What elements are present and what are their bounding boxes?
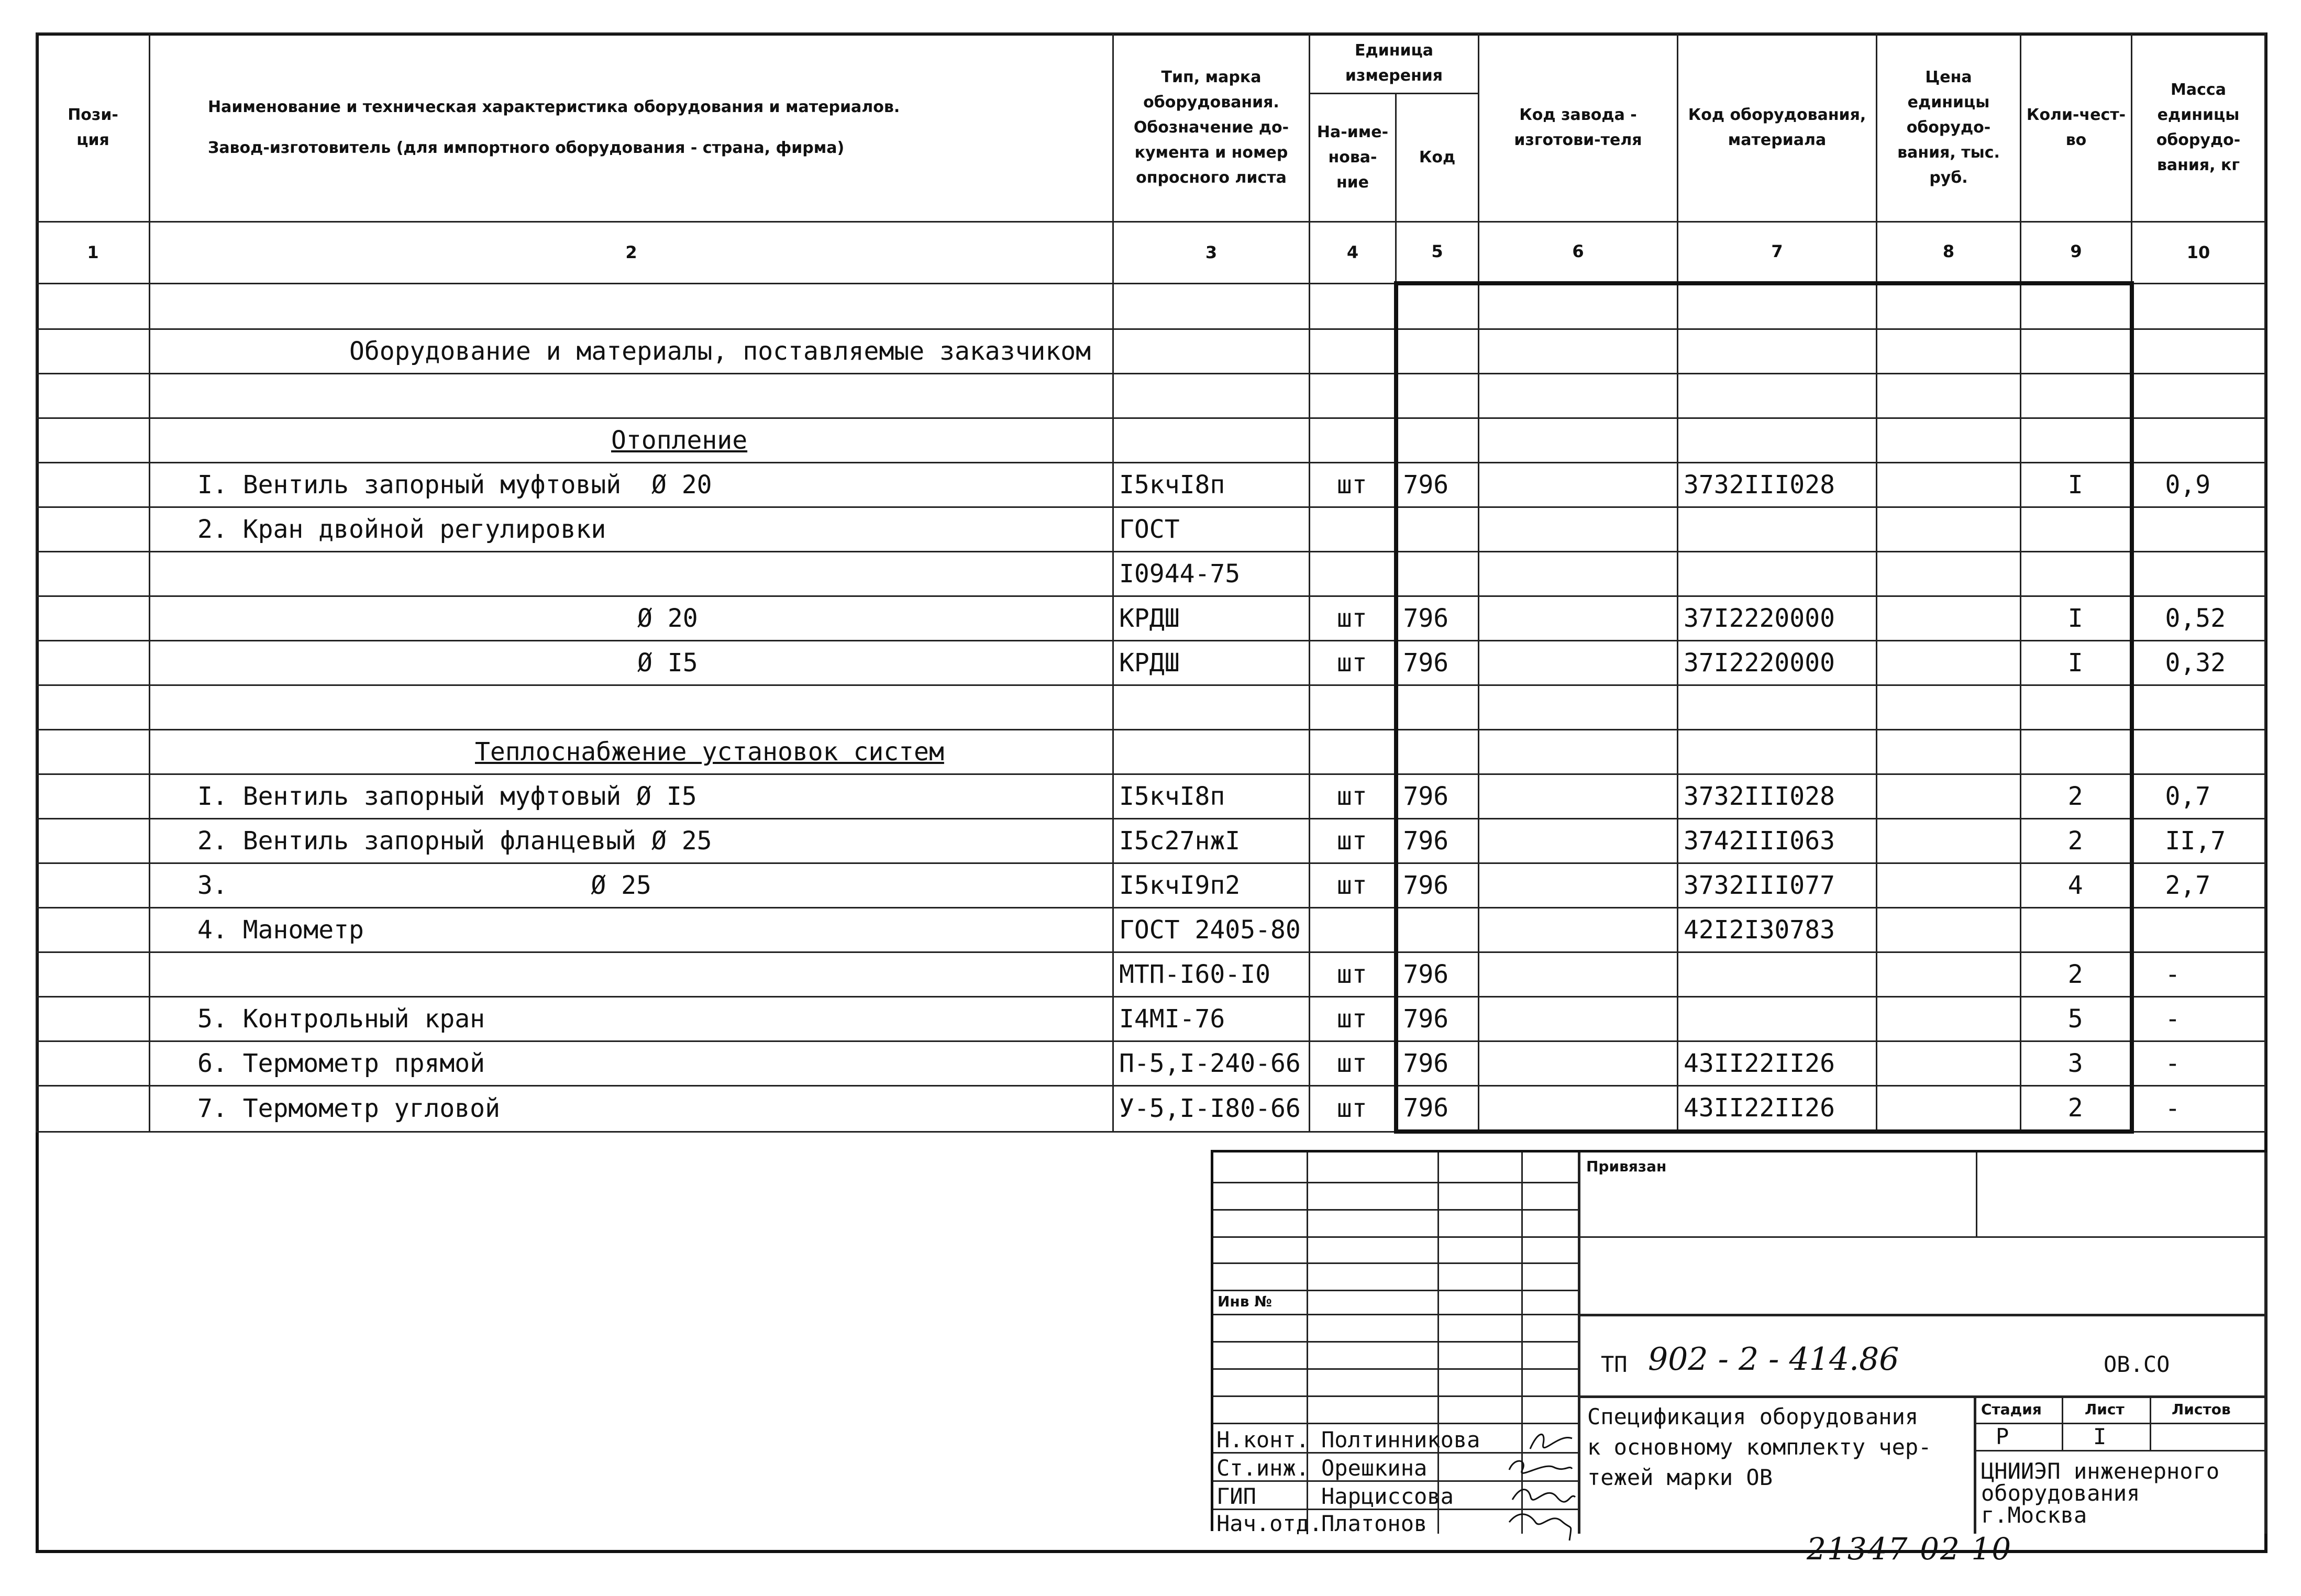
- column-number-row: [37, 222, 2265, 284]
- staff-name-3: Нарциссова: [1321, 1483, 1454, 1509]
- position-cell: [37, 730, 150, 774]
- column-number-10: 10: [2132, 222, 2265, 284]
- item-name-cell: Ø 20: [150, 596, 1113, 641]
- header-type: Тип, марка оборудования. Обозначение до-кумента и номер опросного листа: [1113, 34, 1310, 222]
- table-row: [37, 463, 2265, 507]
- unit-code-cell: [1396, 329, 1479, 374]
- doc-mark: ОВ.СО: [2104, 1351, 2170, 1377]
- equipment-code-cell: [1678, 374, 1877, 418]
- table-row: [37, 1086, 2265, 1132]
- item-type-cell: [1113, 329, 1310, 374]
- quantity-cell: 2: [2021, 1086, 2132, 1132]
- specification-rows: [37, 283, 2265, 1132]
- equipment-code-cell: 37I2220000: [1678, 641, 1877, 685]
- mass-cell: 0,7: [2132, 774, 2265, 819]
- sheet-value: I: [2093, 1424, 2107, 1449]
- header-equipment-code: Код оборудования, материала: [1678, 34, 1877, 222]
- item-type-cell: [1113, 730, 1310, 774]
- unit-code-cell: 796: [1396, 997, 1479, 1041]
- unit-code-cell: 796: [1396, 952, 1479, 997]
- plant-code-cell: [1479, 730, 1678, 774]
- column-number-3: 3: [1113, 222, 1310, 284]
- equipment-code-cell: 3732III077: [1678, 863, 1877, 908]
- header-unit-code: Код: [1396, 94, 1479, 222]
- doc-title-line2: к основному комплекту чер-: [1587, 1434, 1932, 1460]
- position-cell: [37, 463, 150, 507]
- equipment-code-cell: [1678, 329, 1877, 374]
- position-cell: [37, 1086, 150, 1132]
- equipment-code-cell: [1678, 552, 1877, 596]
- equipment-code-cell: [1678, 730, 1877, 774]
- position-cell: [37, 552, 150, 596]
- table-row: [37, 329, 2265, 374]
- item-name-cell: [150, 374, 1113, 418]
- price-cell: [1877, 1041, 2021, 1086]
- plant-code-cell: [1479, 952, 1678, 997]
- equipment-code-cell: 42I2I30783: [1678, 908, 1877, 952]
- quantity-cell: 5: [2021, 997, 2132, 1041]
- header-plant-code: Код завода - изготови-теля: [1479, 34, 1678, 222]
- mass-cell: [2132, 685, 2265, 730]
- price-cell: [1877, 819, 2021, 863]
- mass-cell: II,7: [2132, 819, 2265, 863]
- unit-name-cell: [1310, 507, 1396, 552]
- mass-cell: 0,52: [2132, 596, 2265, 641]
- mass-cell: -: [2132, 952, 2265, 997]
- header-name-line2: Завод-изготовитель (для импортного оборудования - страна, фирма): [208, 138, 845, 157]
- quantity-cell: 3: [2021, 1041, 2132, 1086]
- price-cell: [1877, 1086, 2021, 1132]
- sheets-label: Листов: [2172, 1401, 2231, 1418]
- quantity-cell: [2021, 329, 2132, 374]
- item-name-cell: 4. Манометр: [150, 908, 1113, 952]
- table-row: [37, 908, 2265, 952]
- mass-cell: -: [2132, 1041, 2265, 1086]
- price-cell: [1877, 329, 2021, 374]
- equipment-code-cell: 37I2220000: [1678, 596, 1877, 641]
- unit-name-cell: [1310, 418, 1396, 463]
- unit-code-cell: [1396, 374, 1479, 418]
- item-type-cell: [1113, 374, 1310, 418]
- table-row: [37, 685, 2265, 730]
- equipment-code-cell: 43II22II26: [1678, 1041, 1877, 1086]
- table-row: [37, 596, 2265, 641]
- unit-name-cell: шт: [1310, 952, 1396, 997]
- item-name-cell: Оборудование и материалы, поставляемые заказчиком: [150, 329, 1113, 374]
- plant-code-cell: [1479, 329, 1678, 374]
- column-number-9: 9: [2021, 222, 2132, 284]
- table-row: [37, 730, 2265, 774]
- item-name-cell: 6. Термометр прямой: [150, 1041, 1113, 1086]
- equipment-code-cell: 3732III028: [1678, 463, 1877, 507]
- unit-name-cell: шт: [1310, 463, 1396, 507]
- position-cell: [37, 283, 150, 329]
- table-row: [37, 283, 2265, 329]
- quantity-cell: 2: [2021, 774, 2132, 819]
- bound-label: Привязан: [1586, 1158, 1667, 1175]
- footer-archive-number: 21347-02 10: [1807, 1531, 2012, 1567]
- unit-name-cell: шт: [1310, 863, 1396, 908]
- price-cell: [1877, 685, 2021, 730]
- item-name-cell: 2. Вентиль запорный фланцевый Ø 25: [150, 819, 1113, 863]
- item-name-cell: 7. Термометр угловой: [150, 1086, 1113, 1132]
- stage-value: Р: [1996, 1424, 2009, 1449]
- item-name-cell: Ø I5: [150, 641, 1113, 685]
- equipment-code-cell: [1678, 283, 1877, 329]
- item-name-cell: [150, 283, 1113, 329]
- item-name-cell: 3. Ø 25: [150, 863, 1113, 908]
- quantity-cell: 4: [2021, 863, 2132, 908]
- price-cell: [1877, 863, 2021, 908]
- mass-cell: [2132, 908, 2265, 952]
- plant-code-cell: [1479, 1086, 1678, 1132]
- item-name-cell: [150, 952, 1113, 997]
- unit-code-cell: [1396, 418, 1479, 463]
- item-type-cell: У-5,I-I80-66: [1113, 1086, 1310, 1132]
- staff-role-3: ГИП: [1216, 1483, 1256, 1509]
- position-cell: [37, 863, 150, 908]
- unit-name-cell: [1310, 908, 1396, 952]
- mass-cell: -: [2132, 997, 2265, 1041]
- table-row: [37, 997, 2265, 1041]
- mass-cell: 2,7: [2132, 863, 2265, 908]
- doc-title-line1: Спецификация оборудования: [1587, 1404, 1919, 1429]
- item-name-cell: I. Вентиль запорный муфтовый Ø I5: [150, 774, 1113, 819]
- unit-code-cell: [1396, 507, 1479, 552]
- position-cell: [37, 819, 150, 863]
- position-cell: [37, 641, 150, 685]
- unit-code-cell: 796: [1396, 641, 1479, 685]
- title-block: [1211, 1150, 2264, 1536]
- org-line1: ЦНИИЭП инженерного: [1981, 1458, 2220, 1484]
- quantity-cell: [2021, 685, 2132, 730]
- table-row: [37, 774, 2265, 819]
- unit-code-cell: 796: [1396, 863, 1479, 908]
- equipment-code-cell: [1678, 997, 1877, 1041]
- item-name-cell: Теплоснабжение установок систем: [150, 730, 1113, 774]
- item-type-cell: [1113, 283, 1310, 329]
- plant-code-cell: [1479, 463, 1678, 507]
- plant-code-cell: [1479, 418, 1678, 463]
- price-cell: [1877, 641, 2021, 685]
- table-row: [37, 374, 2265, 418]
- quantity-cell: I: [2021, 596, 2132, 641]
- unit-name-cell: шт: [1310, 641, 1396, 685]
- header-name-line1: Наименование и техническая характеристика оборудования и материалов.: [208, 97, 900, 116]
- staff-role-2: Ст.инж.: [1216, 1455, 1310, 1481]
- specification-table: [36, 32, 2266, 1134]
- position-cell: [37, 908, 150, 952]
- signature-scribble-4: [1507, 1506, 1580, 1543]
- plant-code-cell: [1479, 819, 1678, 863]
- price-cell: [1877, 908, 2021, 952]
- staff-name-2: Орешкина: [1321, 1455, 1428, 1481]
- plant-code-cell: [1479, 774, 1678, 819]
- position-cell: [37, 507, 150, 552]
- quantity-cell: [2021, 908, 2132, 952]
- table-row: [37, 507, 2265, 552]
- unit-code-cell: [1396, 908, 1479, 952]
- unit-name-cell: [1310, 685, 1396, 730]
- signature-scribble-3: [1510, 1481, 1578, 1508]
- item-type-cell: МТП-I60-I0: [1113, 952, 1310, 997]
- equipment-code-cell: 3732III028: [1678, 774, 1877, 819]
- quantity-cell: [2021, 283, 2132, 329]
- doc-code-number: 902 - 2 - 414.86: [1648, 1341, 1899, 1378]
- item-type-cell: П-5,I-240-66: [1113, 1041, 1310, 1086]
- unit-code-cell: 796: [1396, 596, 1479, 641]
- sheet-label: Лист: [2085, 1401, 2125, 1418]
- price-cell: [1877, 418, 2021, 463]
- plant-code-cell: [1479, 641, 1678, 685]
- item-name-cell: [150, 685, 1113, 730]
- quantity-cell: I: [2021, 641, 2132, 685]
- table-row: [37, 418, 2265, 463]
- column-number-1: 1: [37, 222, 150, 284]
- stage-label: Стадия: [1981, 1401, 2042, 1418]
- column-number-5: 5: [1396, 222, 1479, 284]
- table-row: [37, 641, 2265, 685]
- header-quantity: Коли-чест-во: [2021, 34, 2132, 222]
- item-type-cell: I5кчI8п: [1113, 463, 1310, 507]
- column-number-8: 8: [1877, 222, 2021, 284]
- item-type-cell: ГОСТ: [1113, 507, 1310, 552]
- unit-name-cell: шт: [1310, 819, 1396, 863]
- unit-code-cell: 796: [1396, 1086, 1479, 1132]
- item-name-cell: 5. Контрольный кран: [150, 997, 1113, 1041]
- item-type-cell: ГОСТ 2405-80: [1113, 908, 1310, 952]
- unit-code-cell: 796: [1396, 1041, 1479, 1086]
- price-cell: [1877, 507, 2021, 552]
- mass-cell: [2132, 329, 2265, 374]
- item-name-cell: [150, 552, 1113, 596]
- equipment-code-cell: 43II22II26: [1678, 1086, 1877, 1132]
- unit-name-cell: [1310, 552, 1396, 596]
- price-cell: [1877, 997, 2021, 1041]
- item-type-cell: I5с27нжI: [1113, 819, 1310, 863]
- mass-cell: [2132, 374, 2265, 418]
- quantity-cell: [2021, 552, 2132, 596]
- price-cell: [1877, 730, 2021, 774]
- quantity-cell: [2021, 730, 2132, 774]
- position-cell: [37, 596, 150, 641]
- price-cell: [1877, 552, 2021, 596]
- table-row: [37, 863, 2265, 908]
- column-number-4: 4: [1310, 222, 1396, 284]
- item-name-cell: I. Вентиль запорный муфтовый Ø 20: [150, 463, 1113, 507]
- unit-code-cell: 796: [1396, 774, 1479, 819]
- item-type-cell: I5кчI9п2: [1113, 863, 1310, 908]
- unit-name-cell: шт: [1310, 774, 1396, 819]
- plant-code-cell: [1479, 283, 1678, 329]
- inventory-label: Инв №: [1218, 1293, 1272, 1310]
- plant-code-cell: [1479, 685, 1678, 730]
- unit-code-cell: [1396, 283, 1479, 329]
- position-cell: [37, 418, 150, 463]
- header-mass: Масса единицы оборудо-вания, кг: [2132, 34, 2265, 222]
- mass-cell: [2132, 418, 2265, 463]
- column-number-6: 6: [1479, 222, 1678, 284]
- item-type-cell: I5кчI8п: [1113, 774, 1310, 819]
- price-cell: [1877, 596, 2021, 641]
- plant-code-cell: [1479, 552, 1678, 596]
- column-number-2: 2: [150, 222, 1113, 284]
- quantity-cell: [2021, 507, 2132, 552]
- position-cell: [37, 685, 150, 730]
- org-line3: г.Москва: [1981, 1502, 2087, 1528]
- item-type-cell: I0944-75: [1113, 552, 1310, 596]
- mass-cell: -: [2132, 1086, 2265, 1132]
- price-cell: [1877, 374, 2021, 418]
- price-cell: [1877, 283, 2021, 329]
- plant-code-cell: [1479, 507, 1678, 552]
- position-cell: [37, 774, 150, 819]
- signature-scribble-2: [1507, 1454, 1575, 1480]
- position-cell: [37, 1041, 150, 1086]
- quantity-cell: 2: [2021, 819, 2132, 863]
- table-row: [37, 1041, 2265, 1086]
- price-cell: [1877, 774, 2021, 819]
- equipment-code-cell: [1678, 952, 1877, 997]
- header-name: [150, 34, 1113, 222]
- table-row: [37, 819, 2265, 863]
- price-cell: [1877, 952, 2021, 997]
- mass-cell: [2132, 730, 2265, 774]
- mass-cell: [2132, 507, 2265, 552]
- staff-role-4: Нач.отд.: [1216, 1511, 1323, 1536]
- position-cell: [37, 374, 150, 418]
- equipment-code-cell: [1678, 507, 1877, 552]
- quantity-cell: [2021, 374, 2132, 418]
- table-row: [37, 552, 2265, 596]
- item-type-cell: [1113, 685, 1310, 730]
- unit-code-cell: [1396, 552, 1479, 596]
- unit-name-cell: [1310, 374, 1396, 418]
- item-type-cell: КРДШ: [1113, 641, 1310, 685]
- staff-name-4: Платонов: [1321, 1511, 1428, 1536]
- unit-name-cell: шт: [1310, 596, 1396, 641]
- equipment-code-cell: 3742III063: [1678, 819, 1877, 863]
- unit-name-cell: шт: [1310, 1086, 1396, 1132]
- unit-name-cell: [1310, 730, 1396, 774]
- doc-code-prefix: ТП: [1601, 1351, 1628, 1377]
- header-unit-name: На-име-нова-ние: [1310, 94, 1396, 222]
- plant-code-cell: [1479, 997, 1678, 1041]
- org-line2: оборудования: [1981, 1480, 2140, 1506]
- position-cell: [37, 329, 150, 374]
- item-type-cell: [1113, 418, 1310, 463]
- staff-name-1: Полтинникова: [1321, 1427, 1480, 1453]
- mass-cell: [2132, 552, 2265, 596]
- mass-cell: [2132, 283, 2265, 329]
- mass-cell: 0,32: [2132, 641, 2265, 685]
- signature-scribble-1: [1528, 1428, 1575, 1453]
- plant-code-cell: [1479, 596, 1678, 641]
- mass-cell: 0,9: [2132, 463, 2265, 507]
- price-cell: [1877, 463, 2021, 507]
- item-name-cell: 2. Кран двойной регулировки: [150, 507, 1113, 552]
- table-row: [37, 952, 2265, 997]
- item-type-cell: КРДШ: [1113, 596, 1310, 641]
- staff-role-1: Н.конт.: [1216, 1427, 1310, 1453]
- unit-name-cell: шт: [1310, 1041, 1396, 1086]
- unit-code-cell: 796: [1396, 819, 1479, 863]
- equipment-code-cell: [1678, 685, 1877, 730]
- item-type-cell: I4МI-76: [1113, 997, 1310, 1041]
- unit-name-cell: [1310, 283, 1396, 329]
- quantity-cell: [2021, 418, 2132, 463]
- plant-code-cell: [1479, 863, 1678, 908]
- doc-title-line3: тежей марки ОВ: [1587, 1465, 1773, 1490]
- plant-code-cell: [1479, 908, 1678, 952]
- equipment-code-cell: [1678, 418, 1877, 463]
- unit-name-cell: [1310, 329, 1396, 374]
- plant-code-cell: [1479, 1041, 1678, 1086]
- header-unit-group: Единица измерения: [1310, 34, 1479, 94]
- plant-code-cell: [1479, 374, 1678, 418]
- unit-code-cell: [1396, 730, 1479, 774]
- item-name-cell: Отопление: [150, 418, 1113, 463]
- quantity-cell: 2: [2021, 952, 2132, 997]
- header-position: Пози- ция: [37, 34, 150, 222]
- position-cell: [37, 997, 150, 1041]
- unit-name-cell: шт: [1310, 997, 1396, 1041]
- quantity-cell: I: [2021, 463, 2132, 507]
- header-price: Цена единицы оборудо-вания, тыс. руб.: [1877, 34, 2021, 222]
- column-number-7: 7: [1678, 222, 1877, 284]
- unit-code-cell: [1396, 685, 1479, 730]
- unit-code-cell: 796: [1396, 463, 1479, 507]
- position-cell: [37, 952, 150, 997]
